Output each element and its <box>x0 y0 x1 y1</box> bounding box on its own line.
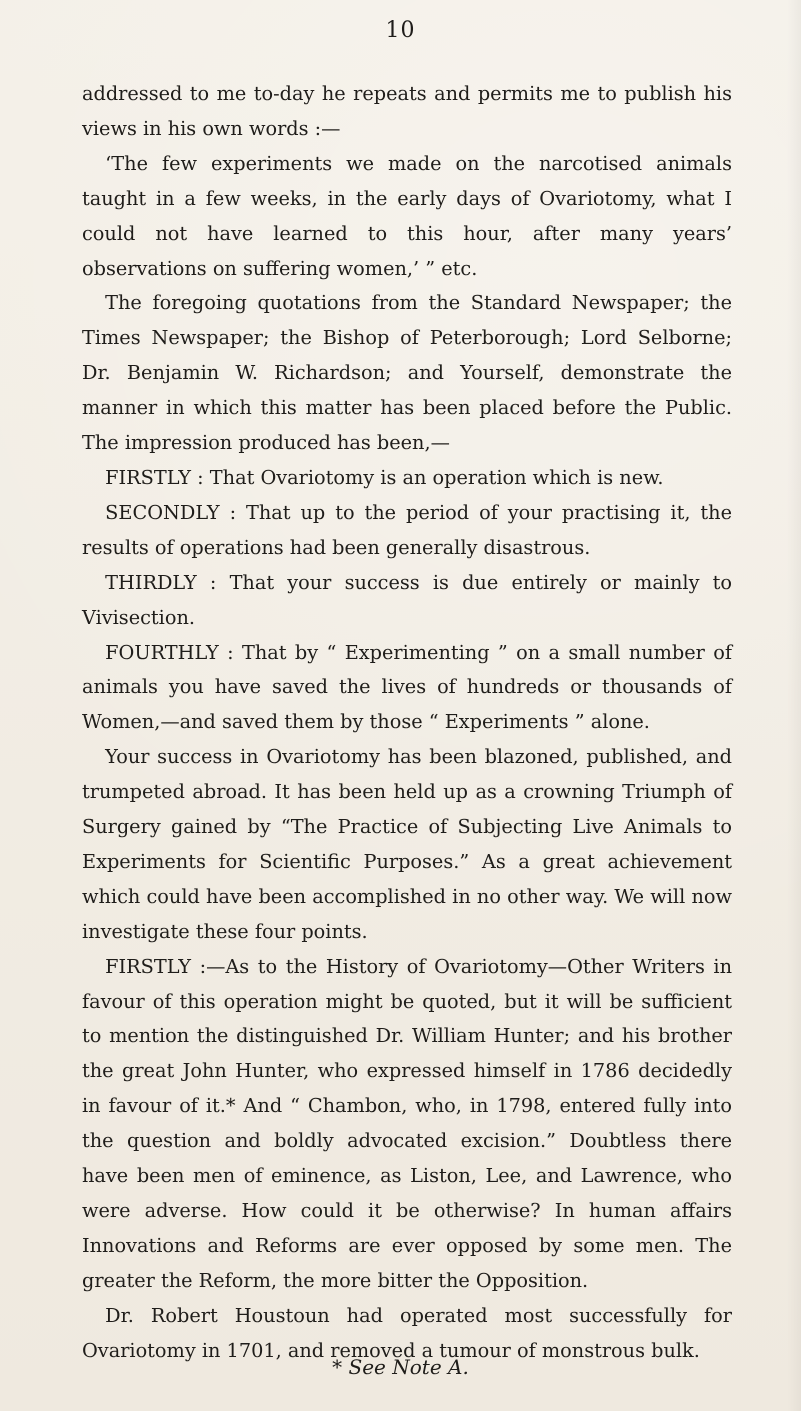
scan-edge-shadow <box>787 0 801 1411</box>
paragraph-1: addressed to me to-day he repeats and permits me to publish his views in his own words :— <box>82 82 732 140</box>
paragraph-8: Your success in Ovariotomy has been blazoned, published, and trumpeted abroad. It has been held up as a crowning Triumph of Surgery gained by “The Practice of Subjecting Live Animals to Experiments for Scientific Purposes.” As a great achievement which could have been accomplished in no other way. We will now investigate these four points. <box>82 745 732 943</box>
footnote: * See Note A. <box>332 1355 469 1379</box>
paragraph-6: THIRDLY : That your success is due entirely or mainly to Vivisection. <box>82 570 732 629</box>
page-number: 10 <box>385 18 416 43</box>
paragraph-7: FOURTHLY : That by “ Experimenting ” on a small number of animals you have saved the lives of hundreds or thousands of Women,—and saved them by those “ Experiments ” alone. <box>82 640 732 734</box>
paragraph-3: The foregoing quotations from the Standard Newspaper; the Times Newspaper; the Bishop of Peterborough; Lord Selborne; Dr. Benjamin W. Richardson; and Yourself, demonstrate the manner in which this matter has been placed before the Public. The impression produced has been,— <box>82 291 732 455</box>
paragraph-5: SECONDLY : That up to the period of your practising it, the results of operations had been generally disastrous. <box>82 500 732 559</box>
paragraph-10: Dr. Robert Houstoun had operated most successfully for Ovariotomy in 1701, and removed a tumour of monstrous bulk. <box>82 1303 732 1362</box>
paragraph-4: FIRSTLY : That Ovariotomy is an operation which is new. <box>105 465 664 489</box>
paragraph-2: ‘The few experiments we made on the narcotised animals taught in a few weeks, in the early days of Ovariotomy, what I could not have learned to this hour, after many years’ observations on suffering women,’ ” etc. <box>82 151 732 280</box>
paragraph-9: FIRSTLY :—As to the History of Ovariotomy—Other Writers in favour of this operation might be quoted, but it will be sufficient to mention the distinguished Dr. William Hunter; and his brother the great John Hunter, who expressed himself in 1786 decidedly in favour of it.* And “ Chambon, who, in 1798, entered fully into the question and boldly advocated excision.” Doubtless there have been men of eminence, as Liston, Lee, and Lawrence, who were adverse. How could it be otherwise? In human affairs Innovations and Reforms are ever opposed by some men. The greater the Reform, the more bitter the Opposition. <box>82 954 732 1292</box>
body-text <box>82 77 732 1369</box>
